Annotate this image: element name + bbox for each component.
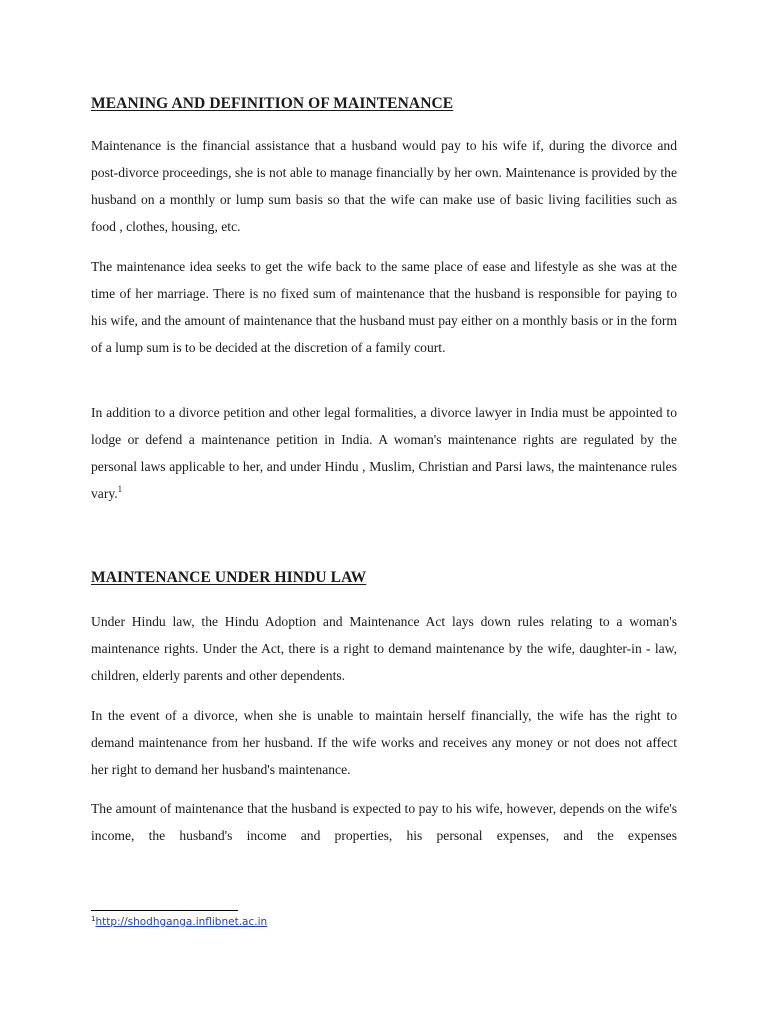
footnote (91, 914, 267, 930)
section-heading-hindu-law: MAINTENANCE UNDER HINDU LAW (91, 569, 367, 586)
footnote-number: 1 (91, 915, 96, 923)
footnote-separator (91, 910, 238, 911)
paragraph-maintenance-idea: The maintenance idea seeks to get the wife back to the same place of ease and lifestyle as she was at the time of her marriage. There is no fixed sum of maintenance that the husband is responsible for paying to his wife, and the amount of maintenance that the husband must pay either on a monthly basis or in the form of a lump sum is to be decided at the discretion of a family court. (91, 259, 677, 355)
paragraph-hindu-adoption-act: Under Hindu law, the Hindu Adoption and Maintenance Act lays down rules relating to a woman's maintenance rights. Under the Act, there is a right to demand maintenance by the wife, daughter-in - law, children, elderly parents and other dependents. (91, 614, 677, 683)
paragraph-divorce-petition-text: In addition to a divorce petition and other legal formalities, a divorce lawyer in India must be appointed to lodge or defend a maintenance petition in India. A woman's maintenance rights are regulated by the personal laws applicable to her, and under Hindu , Muslim, Christian and Parsi laws, the maintenance rules vary. (91, 405, 677, 501)
footnote-reference[interactable]: 1 (117, 484, 123, 494)
section-heading-maintenance-definition: MEANING AND DEFINITION OF MAINTENANCE (91, 95, 454, 112)
paragraph-maintenance-amount: The amount of maintenance that the husband is expected to pay to his wife, however, depends on the wife's income, the husband's income and properties, his personal expenses, and the expenses (91, 801, 677, 843)
paragraph-divorce-petition (91, 399, 677, 507)
paragraph-maintenance-meaning: Maintenance is the financial assistance that a husband would pay to his wife if, during the divorce and post-divorce proceedings, she is not able to manage financially by her own. Maintenance is provided by the husband on a monthly or lump sum basis so that the wife can make use of basic living facilities such as food , clothes, housing, etc. (91, 138, 677, 234)
paragraph-divorce-event: In the event of a divorce, when she is unable to maintain herself financially, the wife has the right to demand maintenance from her husband. If the wife works and receives any money or not does not affect her right to demand her husband's maintenance. (91, 708, 677, 777)
footnote-link[interactable]: http://shodhganga.inflibnet.ac.in (95, 916, 268, 928)
